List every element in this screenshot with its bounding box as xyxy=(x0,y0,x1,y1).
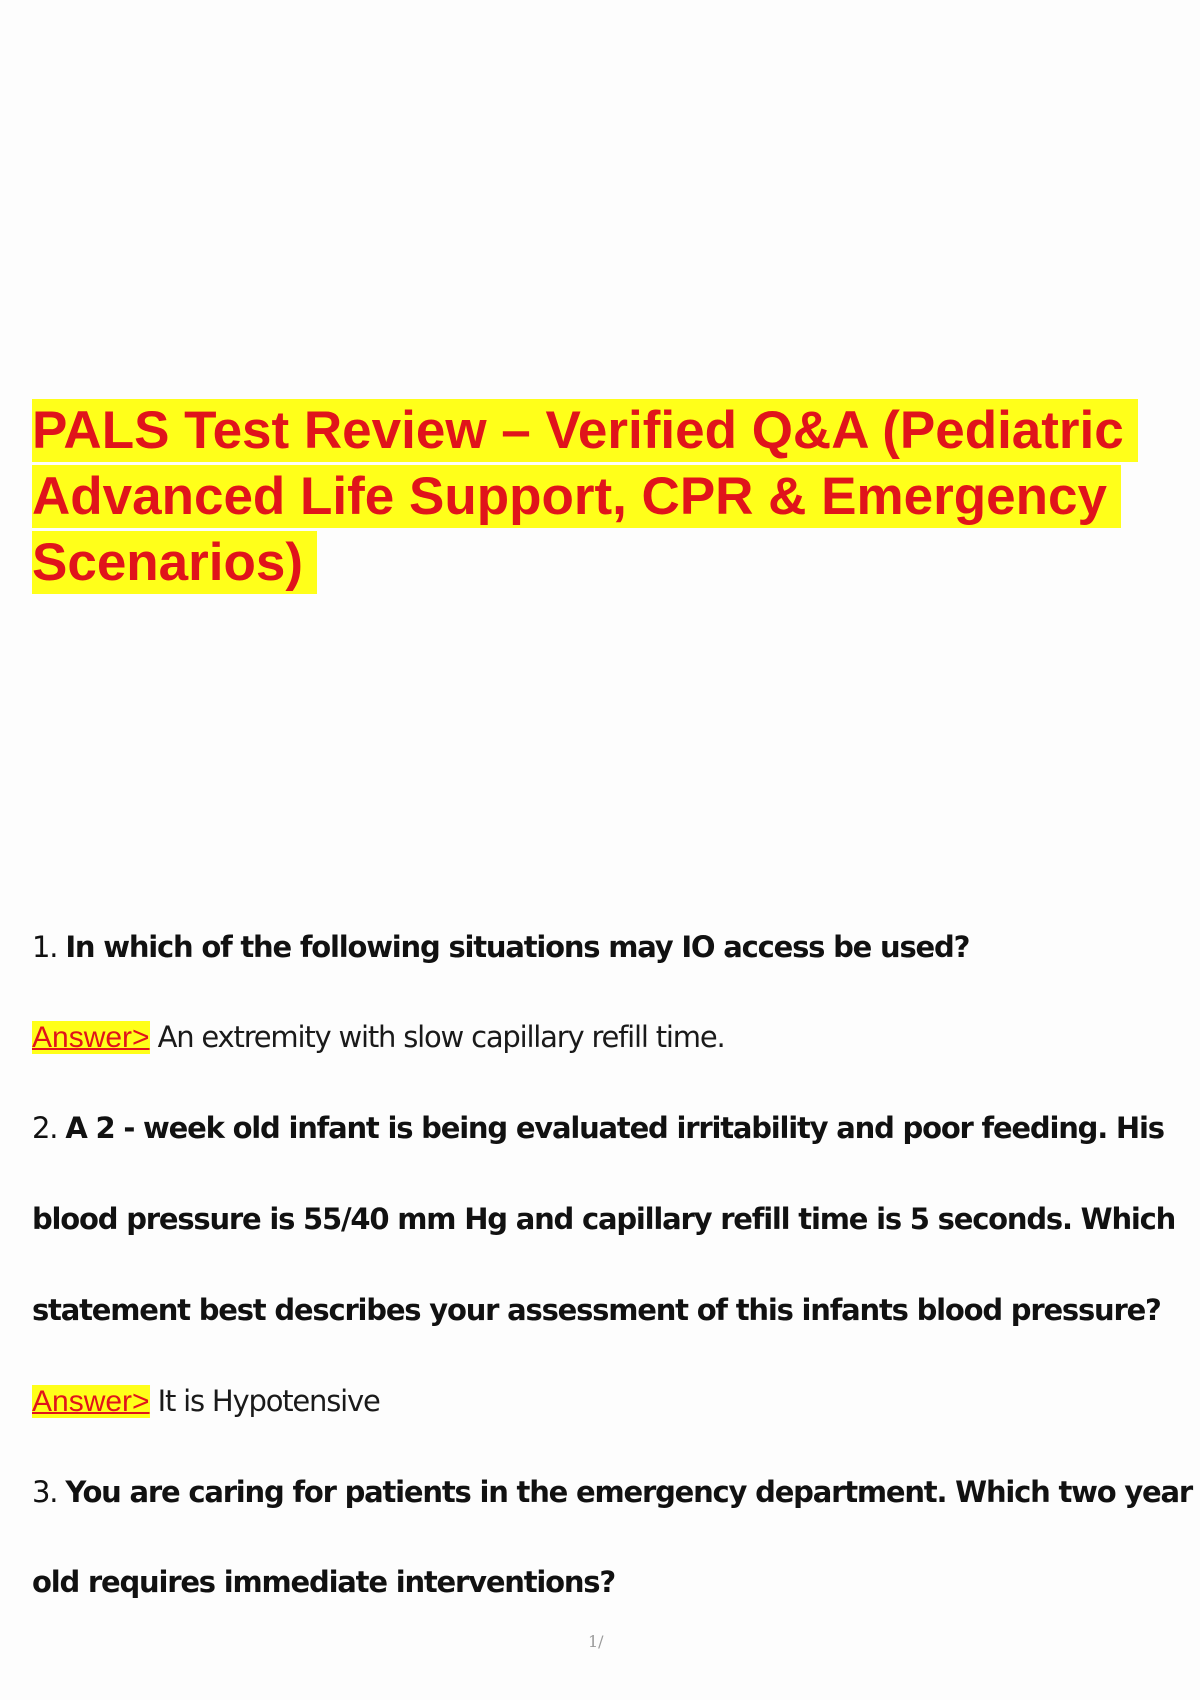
document-title xyxy=(32,398,1142,596)
question-3 xyxy=(32,1475,1192,1509)
page-number: 1/ xyxy=(588,1632,604,1651)
answer-1-text: An extremity with slow capillary refill time. xyxy=(157,1020,725,1054)
question-2-text-line-3: statement best describes your assessment of this infants blood pressure? xyxy=(32,1293,1161,1327)
answer-1-label: Answer> xyxy=(32,1021,150,1054)
answer-2-label: Answer> xyxy=(32,1385,150,1418)
question-1-text: In which of the following situations may IO access be used? xyxy=(65,930,970,964)
question-1-number: 1. xyxy=(32,930,58,964)
question-2-text-line-1: A 2 - week old infant is being evaluated irritability and poor feeding. His xyxy=(65,1111,1164,1145)
document-title-text: PALS Test Review – Verified Q&A (Pediatric Advanced Life Support, CPR & Emergency Scenarios) xyxy=(32,399,1138,594)
question-3-text-line-2: old requires immediate interventions? xyxy=(32,1565,615,1599)
question-2-number: 2. xyxy=(32,1111,58,1145)
question-2 xyxy=(32,1111,1162,1145)
answer-2-text: It is Hypotensive xyxy=(157,1384,380,1418)
question-1 xyxy=(32,930,1162,964)
question-3-text-line-1: You are caring for patients in the emergency department. Which two year xyxy=(65,1475,1192,1509)
answer-2 xyxy=(32,1384,1162,1419)
question-2-text-line-2: blood pressure is 55/40 mm Hg and capillary refill time is 5 seconds. Which xyxy=(32,1202,1176,1236)
answer-1 xyxy=(32,1020,1162,1055)
question-3-number: 3. xyxy=(32,1475,58,1509)
